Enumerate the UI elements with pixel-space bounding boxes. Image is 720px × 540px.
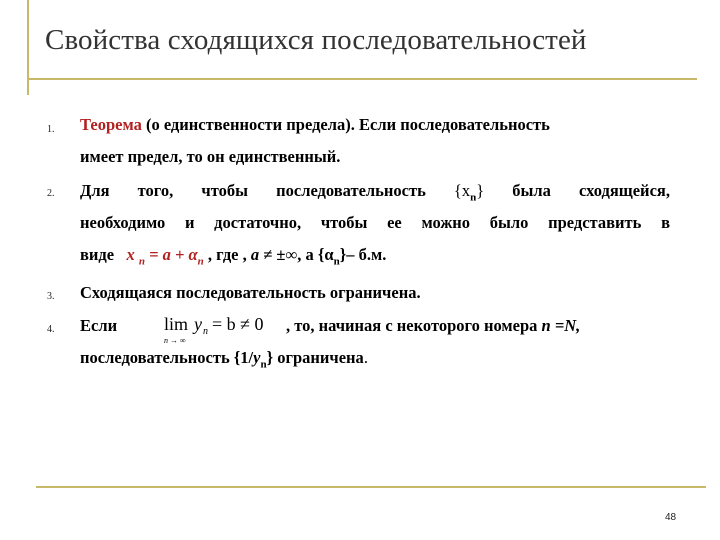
word: сходящейся, [579, 181, 670, 200]
item-number-2: 2. [47, 188, 55, 199]
item-4-line-1: , то, начиная с некоторого номера n =N, [286, 316, 581, 335]
slide-title: Свойства сходящихся последовательностей [45, 24, 587, 56]
word: чтобы [320, 213, 368, 232]
word: в [661, 213, 670, 232]
item-2-line-1 [80, 181, 670, 203]
word: достаточно, [214, 213, 302, 232]
sequence-notation: $\{x_n\}$ [453, 181, 485, 204]
word: было [489, 213, 529, 232]
condition-text: ≠ ±∞, а {α [259, 245, 334, 264]
representation-formula: x $_n = a + \alpha_n$ [126, 245, 204, 268]
item-2-line-2 [80, 213, 670, 233]
where-text: , где , [203, 245, 247, 264]
word: того, [137, 181, 174, 200]
item-number-1: 1. [47, 124, 55, 135]
a-variable: a [250, 245, 260, 264]
word: была [512, 181, 551, 200]
item-3-text: Сходящаяся последовательность ограничена. [80, 283, 421, 302]
left-rule [27, 0, 29, 95]
svg-text:y: y [194, 314, 202, 334]
page-number: 48 [665, 512, 677, 523]
footer-rule [36, 486, 706, 488]
word: последовательность [276, 181, 426, 200]
theorem-word: Теорема [80, 115, 142, 134]
svg-text:n: n [203, 326, 208, 337]
svg-text:= b ≠ 0: = b ≠ 0 [212, 314, 264, 334]
item-2-line-3: виде x $_n = a + \alpha_n$ , где , a ≠ ±∞, а $\{\alpha_n\}-$ б.м. [80, 245, 387, 268]
word: представить [548, 213, 642, 232]
infinitesimal-text: }– б.м. [339, 245, 387, 264]
word: необходимо [80, 213, 166, 232]
item-1-line-1 [80, 115, 550, 135]
svg-text:lim: lim [164, 314, 189, 334]
word: ее [387, 213, 402, 232]
limit-formula [160, 312, 268, 346]
item-number-4: 4. [47, 324, 55, 335]
item-1-text-1: (о единственности предела). Если последовательность [145, 115, 550, 134]
item-number-3: 3. [47, 291, 55, 302]
item-1-line-2: имеет предел, то он единственный. [80, 147, 341, 166]
word: и [184, 213, 195, 232]
word: можно [421, 213, 471, 232]
svg-text:n → ∞: n → ∞ [164, 336, 186, 345]
title-underline [27, 78, 697, 80]
word: виде [80, 245, 115, 264]
word: Для [80, 181, 110, 200]
item-4-line-2: последовательность $\{1/y_n\}$ ограничена. [80, 348, 368, 371]
word: чтобы [201, 181, 248, 200]
if-word: Если [80, 316, 118, 335]
